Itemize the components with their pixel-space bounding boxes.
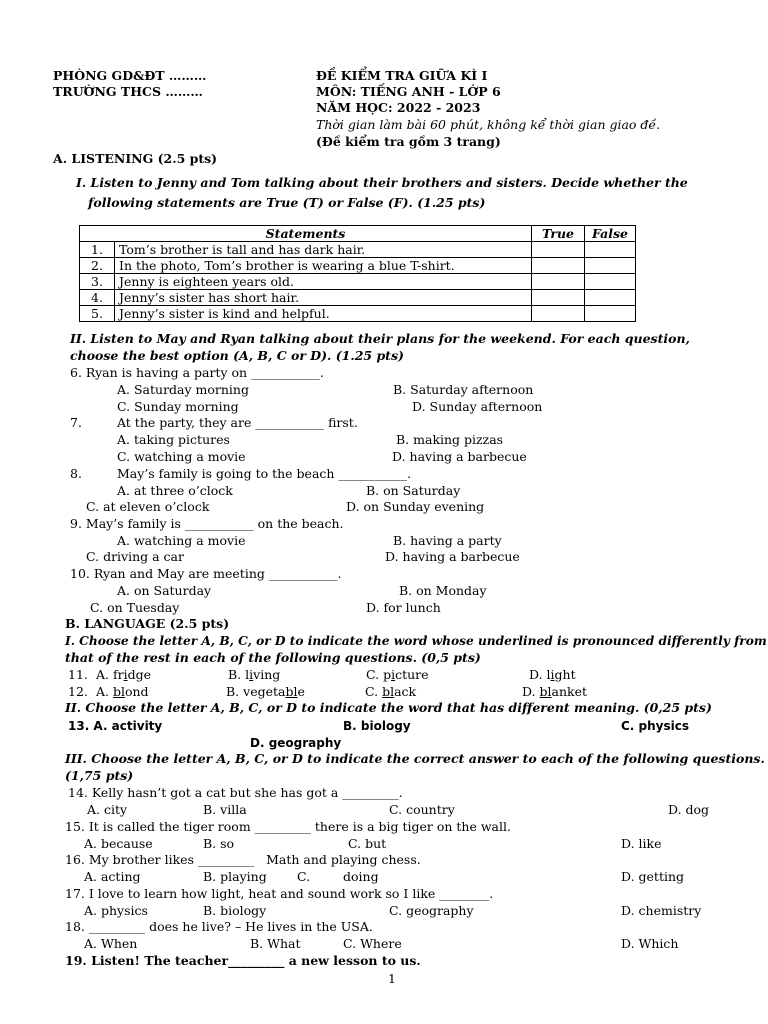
option-18c[interactable]: C. Where bbox=[343, 936, 402, 951]
question-10: 10. Ryan and May are meeting ___________. bbox=[70, 566, 342, 581]
underlined-letters: bl bbox=[539, 684, 552, 699]
false-cell[interactable] bbox=[585, 242, 636, 258]
part3-b-instruction: III. Choose the letter A, B, C, or D to indicate the correct answer to each of the following questions. bbox=[65, 751, 765, 766]
part1-b-instruction: I. Choose the letter A, B, C, or D to indicate the word whose underlined is pronounced differently from bbox=[65, 634, 767, 648]
question-7: At the party, they are ___________ first. bbox=[117, 415, 358, 430]
question-6: 6. Ryan is having a party on ___________. bbox=[70, 365, 324, 380]
question-17: 17. I love to learn how light, heat and sound work so I like ________. bbox=[65, 886, 494, 901]
row-number: 4. bbox=[80, 290, 115, 306]
dept-label: PHÒNG GD&ĐT ……… bbox=[53, 68, 207, 83]
school-year: NĂM HỌC: 2022 - 2023 bbox=[316, 100, 481, 115]
option-8d[interactable]: D. on Sunday evening bbox=[346, 499, 485, 514]
option-text: e bbox=[297, 684, 305, 699]
option-7c[interactable]: C. watching a movie bbox=[117, 449, 246, 464]
option-8a[interactable]: A. at three o’clock bbox=[117, 483, 233, 498]
option-10b[interactable]: B. on Monday bbox=[399, 583, 487, 598]
part1-b-instruction-2: that of the rest in each of the following questions. (0,5 pts) bbox=[65, 650, 481, 665]
page-number: 1 bbox=[388, 971, 396, 986]
row-number: 5. bbox=[80, 306, 115, 322]
option-11d[interactable] bbox=[529, 667, 576, 683]
option-16c-letter[interactable]: C. bbox=[297, 869, 311, 884]
statements-header: Statements bbox=[80, 226, 532, 242]
option-text: B. l bbox=[228, 667, 250, 682]
question-8-number: 8. bbox=[70, 466, 82, 481]
table-row bbox=[80, 306, 636, 322]
underlined-letters: i bbox=[249, 667, 254, 682]
pages-note: (Đề kiểm tra gồm 3 trang) bbox=[316, 134, 501, 149]
statement-text: Tom’s brother is tall and has dark hair. bbox=[115, 242, 532, 258]
school-label: TRƯỜNG THCS ……… bbox=[53, 84, 203, 99]
statements-table bbox=[79, 225, 636, 322]
option-10d[interactable]: D. for lunch bbox=[366, 600, 441, 615]
subject-label: MÔN: TIẾNG ANH - LỚP 6 bbox=[316, 84, 501, 99]
row-number: 1. bbox=[80, 242, 115, 258]
true-cell[interactable] bbox=[532, 274, 585, 290]
part2-b-instruction: II. Choose the letter A, B, C, or D to indicate the word that has different meaning. (0,25 pts) bbox=[65, 700, 712, 715]
option-text: B. vegeta bbox=[226, 684, 286, 699]
option-14a[interactable]: A. city bbox=[87, 802, 128, 817]
false-cell[interactable] bbox=[585, 258, 636, 274]
option-17c[interactable]: C. geography bbox=[389, 903, 474, 918]
table-header-row bbox=[80, 226, 636, 242]
part1-instruction-2: following statements are True (T) or False (F). (1.25 pts) bbox=[88, 195, 486, 210]
option-12b[interactable] bbox=[226, 684, 305, 700]
section-a-title: A. LISTENING (2.5 pts) bbox=[53, 151, 218, 166]
option-16a[interactable]: A. acting bbox=[84, 869, 141, 884]
statement-text: In the photo, Tom’s brother is wearing a blue T-shirt. bbox=[115, 258, 532, 274]
question-12-number: 12. bbox=[68, 684, 88, 699]
option-9d[interactable]: D. having a barbecue bbox=[385, 549, 520, 564]
statement-text: Jenny’s sister is kind and helpful. bbox=[115, 306, 532, 322]
part2-instruction-2: choose the best option (A, B, C or D). (1.25 pts) bbox=[70, 348, 404, 363]
option-text: A. fr bbox=[96, 667, 124, 682]
option-9b[interactable]: B. having a party bbox=[393, 533, 502, 548]
row-number: 3. bbox=[80, 274, 115, 290]
option-15c[interactable]: C. but bbox=[348, 836, 387, 851]
option-18b[interactable]: B. What bbox=[250, 936, 301, 951]
exam-title: ĐỀ KIỂM TRA GIỮA KÌ I bbox=[316, 68, 488, 83]
question-7-number: 7. bbox=[70, 415, 82, 430]
statement-text: Jenny’s sister has short hair. bbox=[115, 290, 532, 306]
option-11a[interactable] bbox=[96, 667, 151, 683]
true-header: True bbox=[532, 226, 585, 242]
false-cell[interactable] bbox=[585, 274, 636, 290]
option-text: D. bbox=[522, 684, 540, 699]
part2-instruction: II. Listen to May and Ryan talking about their plans for the weekend. For each question, bbox=[70, 331, 690, 346]
option-18a[interactable]: A. When bbox=[84, 936, 138, 951]
option-13d[interactable]: D. geography bbox=[250, 736, 342, 750]
false-cell[interactable] bbox=[585, 306, 636, 322]
option-7d[interactable]: D. having a barbecue bbox=[392, 449, 527, 464]
option-text: C. p bbox=[366, 667, 392, 682]
underlined-letters: bl bbox=[382, 684, 395, 699]
option-text: A. bbox=[96, 684, 113, 699]
false-cell[interactable] bbox=[585, 290, 636, 306]
option-7b[interactable]: B. making pizzas bbox=[396, 432, 504, 447]
option-text: ght bbox=[554, 667, 576, 682]
option-text: ack bbox=[394, 684, 417, 699]
option-13c[interactable]: C. physics bbox=[621, 719, 690, 733]
row-number: 2. bbox=[80, 258, 115, 274]
option-15b[interactable]: B. so bbox=[203, 836, 235, 851]
question-11-number: 11. bbox=[68, 667, 88, 682]
time-note: Thời gian làm bài 60 phút, không kể thời gian giao đề. bbox=[316, 117, 661, 132]
option-text: dge bbox=[127, 667, 151, 682]
option-16c[interactable]: doing bbox=[343, 869, 379, 884]
true-cell[interactable] bbox=[532, 290, 585, 306]
option-12a[interactable] bbox=[96, 684, 149, 700]
underlined-letters: i bbox=[123, 667, 128, 682]
option-8c[interactable]: C. at eleven o’clock bbox=[86, 499, 210, 514]
section-b-title: B. LANGUAGE (2.5 pts) bbox=[65, 616, 230, 631]
option-text: ving bbox=[253, 667, 281, 682]
question-14: 14. Kelly hasn’t got a cat but she has got a _________. bbox=[68, 785, 403, 800]
option-12d[interactable] bbox=[522, 684, 587, 700]
option-text: anket bbox=[551, 684, 588, 699]
option-16d[interactable]: D. getting bbox=[621, 869, 685, 884]
option-14c[interactable]: C. country bbox=[389, 802, 455, 817]
table-row bbox=[80, 242, 636, 258]
option-12c[interactable] bbox=[365, 684, 416, 700]
true-cell[interactable] bbox=[532, 258, 585, 274]
option-17d[interactable]: D. chemistry bbox=[621, 903, 702, 918]
option-9c[interactable]: C. driving a car bbox=[86, 549, 184, 564]
question-19: 19. Listen! The teacher_________ a new lesson to us. bbox=[65, 953, 421, 968]
table-row bbox=[80, 258, 636, 274]
option-10a[interactable]: A. on Saturday bbox=[117, 583, 212, 598]
statement-text: Jenny is eighteen years old. bbox=[115, 274, 532, 290]
option-text: D. l bbox=[529, 667, 551, 682]
option-text: cture bbox=[395, 667, 429, 682]
option-6a[interactable]: A. Saturday morning bbox=[117, 382, 249, 397]
option-14b[interactable]: B. villa bbox=[203, 802, 247, 817]
option-9a[interactable]: A. watching a movie bbox=[117, 533, 246, 548]
option-14d[interactable]: D. dog bbox=[668, 802, 710, 817]
part3-b-instruction-2: (1,75 pts) bbox=[65, 768, 134, 783]
option-18d[interactable]: D. Which bbox=[621, 936, 679, 951]
option-11c[interactable] bbox=[366, 667, 429, 683]
option-8b[interactable]: B. on Saturday bbox=[366, 483, 461, 498]
true-cell[interactable] bbox=[532, 242, 585, 258]
question-9: 9. May’s family is ___________ on the beach. bbox=[70, 516, 344, 531]
question-16: 16. My brother likes _________ Math and playing chess. bbox=[65, 852, 421, 867]
option-13a[interactable]: 13. A. activity bbox=[68, 719, 163, 733]
question-18: 18. _________ does he live? – He lives in the USA. bbox=[65, 919, 373, 934]
underlined-letters: bl bbox=[112, 684, 125, 699]
option-7a[interactable]: A. taking pictures bbox=[117, 432, 230, 447]
option-6c[interactable]: C. Sunday morning bbox=[117, 399, 239, 414]
option-text: ond bbox=[124, 684, 149, 699]
question-15: 15. It is called the tiger room _________ there is a big tiger on the wall. bbox=[65, 819, 511, 834]
table-row bbox=[80, 290, 636, 306]
option-10c[interactable]: C. on Tuesday bbox=[90, 600, 180, 615]
option-6d[interactable]: D. Sunday afternoon bbox=[412, 399, 543, 414]
option-6b[interactable]: B. Saturday afternoon bbox=[393, 382, 534, 397]
underlined-letters: i bbox=[391, 667, 396, 682]
option-15d[interactable]: D. like bbox=[621, 836, 662, 851]
underlined-letters: i bbox=[550, 667, 555, 682]
option-15a[interactable]: A. because bbox=[84, 836, 153, 851]
table-row bbox=[80, 274, 636, 290]
part1-instruction: I. Listen to Jenny and Tom talking about their brothers and sisters. Decide whether the bbox=[76, 175, 688, 190]
option-11b[interactable] bbox=[228, 667, 280, 683]
option-17a[interactable]: A. physics bbox=[84, 903, 148, 918]
option-17b[interactable]: B. biology bbox=[203, 903, 267, 918]
option-text: C. bbox=[365, 684, 383, 699]
question-8: May’s family is going to the beach ___________. bbox=[117, 466, 412, 481]
option-16b[interactable]: B. playing bbox=[203, 869, 267, 884]
underlined-letters: bl bbox=[285, 684, 298, 699]
true-cell[interactable] bbox=[532, 306, 585, 322]
false-header: False bbox=[585, 226, 636, 242]
option-13b[interactable]: B. biology bbox=[343, 719, 411, 733]
